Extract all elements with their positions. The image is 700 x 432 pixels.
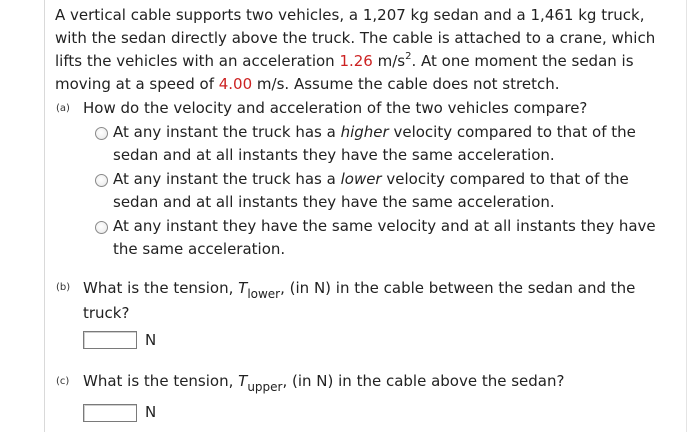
problem-text-3: m/s. Assume the cable does not stretch. (252, 75, 560, 93)
option-2-text (113, 168, 663, 214)
tension-subscript: upper (247, 380, 283, 394)
part-a-label: (a) (56, 103, 70, 114)
part-a-option-1[interactable] (95, 121, 665, 167)
radio-button[interactable] (95, 221, 108, 234)
option-3-text-pre: At any instant they have the same velocity and at all instants they have the same acceleration. (113, 217, 656, 258)
part-c-question-post: , (in N) in the cable above the sedan? (282, 372, 565, 390)
tension-upper-input[interactable] (83, 404, 137, 422)
option-3-text (113, 215, 663, 261)
option-2-emphasis: lower (340, 170, 382, 188)
part-a-question: How do the velocity and acceleration of the two vehicles compare? (83, 99, 588, 117)
acceleration-unit-exponent: 2 (405, 51, 412, 62)
option-1-text (113, 121, 663, 167)
tension-subscript: lower (247, 287, 281, 301)
part-c-question (83, 370, 683, 394)
option-1-emphasis: higher (340, 123, 389, 141)
right-border (686, 0, 687, 432)
option-1-text-pre: At any instant the truck has a (113, 123, 341, 141)
speed-value: 4.00 (218, 75, 253, 93)
part-b-label: (b) (56, 282, 71, 293)
tension-lower-input[interactable] (83, 331, 137, 349)
option-2-text-pre: At any instant the truck has a (113, 170, 341, 188)
left-border (44, 0, 45, 432)
radio-button[interactable] (95, 174, 108, 187)
problem-statement (55, 4, 680, 96)
tension-symbol: T (238, 279, 248, 297)
radio-button[interactable] (95, 127, 108, 140)
option-2-text-post: velocity compared to that of the sedan and at all instants they have the same acceleration. (113, 170, 629, 211)
part-a-option-2[interactable] (95, 168, 665, 214)
part-b-question (83, 276, 663, 325)
part-c-question-pre: What is the tension, (83, 372, 239, 390)
part-a-option-3[interactable] (95, 215, 665, 261)
acceleration-unit: m/s (372, 52, 406, 70)
acceleration-value: 1.26 (339, 52, 373, 70)
part-b-unit: N (145, 331, 157, 349)
problem-text-1: A vertical cable supports two vehicles, a 1,207 kg sedan and a 1,461 kg truck, with the sedan directly above the truck. The cable is attached to a crane, which lifts the vehicles with an acceleration (55, 6, 656, 70)
part-b-question-pre: What is the tension, (83, 279, 239, 297)
part-c-label: (c) (56, 376, 70, 387)
part-b-question-post: , (in N) in the cable between the sedan and the truck? (83, 279, 636, 322)
tension-symbol: T (238, 372, 248, 390)
option-1-text-post: velocity compared to that of the sedan and at all instants they have the same acceleration. (113, 123, 636, 164)
problem-text-2: . At one moment the sedan is moving at a speed of (55, 52, 634, 93)
part-c-unit: N (145, 403, 157, 421)
